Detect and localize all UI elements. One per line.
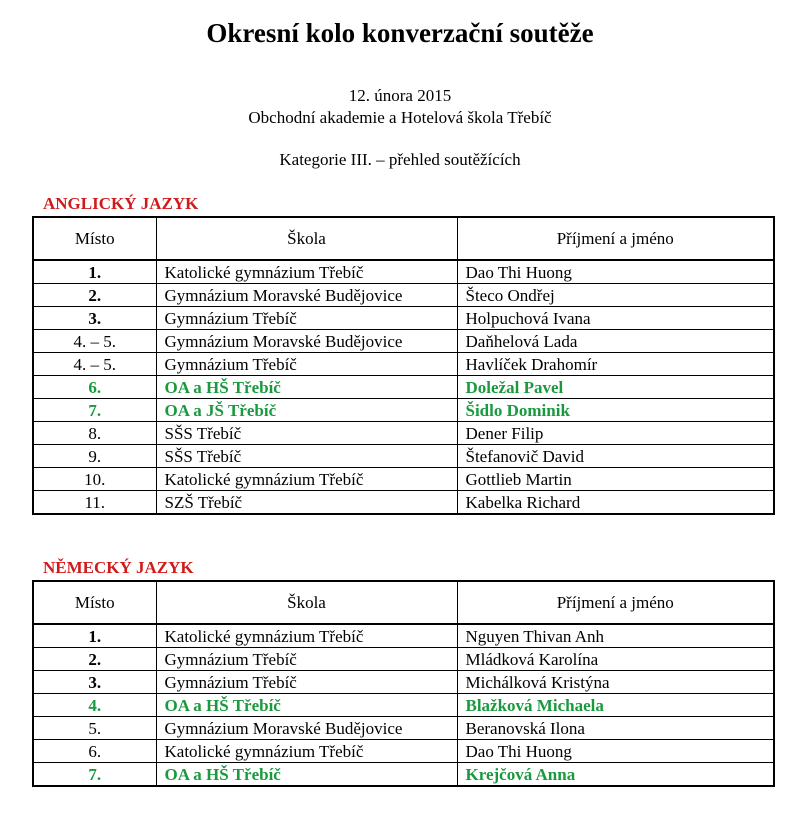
table-row-highlighted (33, 399, 774, 422)
table-row (33, 648, 774, 671)
place-cell: 1. (33, 260, 156, 284)
school-cell: Gymnázium Třebíč (156, 353, 457, 376)
table-row (33, 445, 774, 468)
name-cell: Mládková Karolína (457, 648, 774, 671)
place-cell: 6. (33, 376, 156, 399)
name-cell: Blažková Michaela (457, 694, 774, 717)
name-cell: Nguyen Thivan Anh (457, 624, 774, 648)
school-cell: Gymnázium Moravské Budějovice (156, 284, 457, 307)
school-cell: Katolické gymnázium Třebíč (156, 468, 457, 491)
name-cell: Kabelka Richard (457, 491, 774, 515)
school-cell: OA a HŠ Třebíč (156, 694, 457, 717)
column-header-place: Místo (33, 581, 156, 624)
table-row (33, 307, 774, 330)
school-cell: Gymnázium Třebíč (156, 307, 457, 330)
table-header-row (33, 581, 774, 624)
place-cell: 10. (33, 468, 156, 491)
table-row (33, 468, 774, 491)
column-header-name: Příjmení a jméno (457, 581, 774, 624)
name-cell: Štefanovič David (457, 445, 774, 468)
table-row (33, 624, 774, 648)
table-row (33, 491, 774, 515)
name-cell: Doležal Pavel (457, 376, 774, 399)
table-row (33, 717, 774, 740)
name-cell: Šidlo Dominik (457, 399, 774, 422)
school-cell: OA a HŠ Třebíč (156, 763, 457, 787)
place-cell: 4. (33, 694, 156, 717)
name-cell: Michálková Kristýna (457, 671, 774, 694)
place-cell: 5. (33, 717, 156, 740)
results-table-english (32, 216, 775, 515)
table-row-highlighted (33, 694, 774, 717)
school-cell: OA a JŠ Třebíč (156, 399, 457, 422)
name-cell: Holpuchová Ivana (457, 307, 774, 330)
place-cell: 2. (33, 648, 156, 671)
table-row (33, 330, 774, 353)
school-cell: Katolické gymnázium Třebíč (156, 740, 457, 763)
column-header-school: Škola (156, 581, 457, 624)
table-row-highlighted (33, 376, 774, 399)
school-cell: Gymnázium Moravské Budějovice (156, 330, 457, 353)
name-cell: Dener Filip (457, 422, 774, 445)
school-cell: Gymnázium Moravské Budějovice (156, 717, 457, 740)
place-cell: 9. (33, 445, 156, 468)
name-cell: Dao Thi Huong (457, 260, 774, 284)
name-cell: Havlíček Drahomír (457, 353, 774, 376)
table-row (33, 284, 774, 307)
name-cell: Šteco Ondřej (457, 284, 774, 307)
name-cell: Krejčová Anna (457, 763, 774, 787)
column-header-school: Škola (156, 217, 457, 260)
place-cell: 6. (33, 740, 156, 763)
name-cell: Daňhelová Lada (457, 330, 774, 353)
school-cell: Katolické gymnázium Třebíč (156, 624, 457, 648)
table-row (33, 671, 774, 694)
table-row (33, 260, 774, 284)
school-cell: OA a HŠ Třebíč (156, 376, 457, 399)
place-cell: 4. – 5. (33, 330, 156, 353)
place-cell: 7. (33, 763, 156, 787)
name-cell: Beranovská Ilona (457, 717, 774, 740)
table-header-row (33, 217, 774, 260)
column-header-place: Místo (33, 217, 156, 260)
column-header-name: Příjmení a jméno (457, 217, 774, 260)
name-cell: Dao Thi Huong (457, 740, 774, 763)
table-row-highlighted (33, 763, 774, 787)
category-label: Kategorie III. – přehled soutěžících (279, 150, 521, 169)
school-cell: SŠS Třebíč (156, 445, 457, 468)
school-cell: Katolické gymnázium Třebíč (156, 260, 457, 284)
section-heading-german: NĚMECKÝ JAZYK (43, 558, 194, 577)
place-cell: 3. (33, 671, 156, 694)
table-row (33, 740, 774, 763)
place-cell: 3. (33, 307, 156, 330)
results-table-german (32, 580, 775, 787)
table-row (33, 353, 774, 376)
place-cell: 1. (33, 624, 156, 648)
place-cell: 7. (33, 399, 156, 422)
place-cell: 8. (33, 422, 156, 445)
name-cell: Gottlieb Martin (457, 468, 774, 491)
school-cell: SŠS Třebíč (156, 422, 457, 445)
event-date: 12. února 2015 (348, 86, 452, 105)
place-cell: 2. (33, 284, 156, 307)
section-heading-english: ANGLICKÝ JAZYK (43, 194, 199, 213)
school-cell: Gymnázium Třebíč (156, 671, 457, 694)
school-cell: SZŠ Třebíč (156, 491, 457, 515)
page-title: Okresní kolo konverzační soutěže (206, 18, 594, 48)
event-venue: Obchodní akademie a Hotelová škola Třebíč (248, 108, 552, 127)
place-cell: 11. (33, 491, 156, 515)
school-cell: Gymnázium Třebíč (156, 648, 457, 671)
table-row (33, 422, 774, 445)
place-cell: 4. – 5. (33, 353, 156, 376)
